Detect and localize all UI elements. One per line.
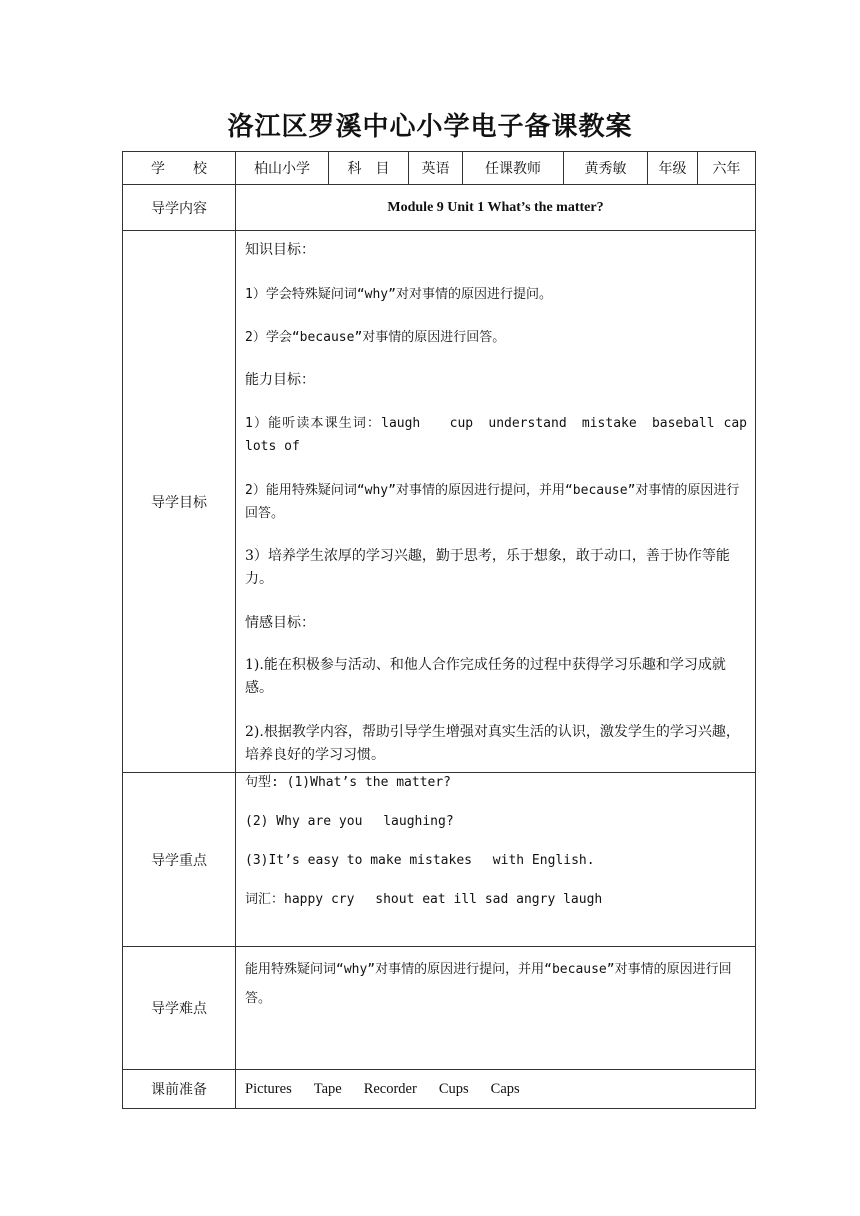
school-value: 柏山小学: [236, 152, 329, 184]
preparation-row: [123, 1070, 755, 1108]
goals-row: [123, 231, 755, 773]
preparation-content: [236, 1070, 755, 1108]
goals-line: 情感目标：: [245, 615, 315, 631]
content-label: 导学内容: [123, 185, 236, 230]
content-value: Module 9 Unit 1 What’s the matter?: [387, 199, 604, 215]
teacher-value: 黄秀敏: [564, 152, 648, 184]
key-line: 句型: (1)What’s the matter?: [245, 775, 452, 790]
subject-label: 科 目: [329, 152, 409, 184]
goals-line: 1).能在积极参与活动、和他人合作完成任务的过程中获得学习乐趣和学习成就感。: [245, 657, 726, 696]
goals-line: 2).根据教学内容，帮助引导学生增强对真实生活的认识，激发学生的学习兴趣，培养良好的学习习惯。: [245, 724, 740, 763]
goals-label: 导学目标: [123, 231, 236, 772]
grade-value: 六年: [712, 161, 741, 177]
key-points-label: 导学重点: [123, 773, 236, 946]
school-label: 学 校: [123, 152, 236, 184]
goals-line: 2）学会“because”对事情的原因进行回答。: [245, 330, 506, 345]
lesson-plan-table: [122, 151, 756, 1109]
difficulty-content: [236, 947, 755, 1069]
prep-item: Recorder: [363, 1080, 417, 1097]
key-points-content: [236, 773, 755, 946]
difficulty-label: 导学难点: [123, 947, 236, 1069]
goals-line: 3）培养学生浓厚的学习兴趣，勤于思考，乐于想象，敢于动口，善于协作等能力。: [245, 548, 730, 587]
key-line: (2) Why are you laughing?: [245, 814, 454, 829]
prep-item: Tape: [313, 1080, 342, 1097]
header-row: [123, 152, 755, 185]
goals-line: 能力目标：: [245, 372, 315, 388]
difficulty-text: 能用特殊疑问词“why”对事情的原因进行提问，并用“because”对事情的原因进行回答。: [245, 962, 732, 1006]
prep-item: Pictures: [245, 1080, 292, 1097]
preparation-label: 课前准备: [123, 1070, 236, 1108]
subject-value: 英语: [409, 152, 463, 184]
key-points-row: [123, 773, 755, 947]
key-line: (3)It’s easy to make mistakes with English.: [245, 853, 595, 868]
prep-item: Caps: [490, 1080, 520, 1097]
document-title: 洛江区罗溪中心小学电子备课教案: [227, 112, 633, 142]
goals-line: 2）能用特殊疑问词“why”对事情的原因进行提问，并用“because”对事情的原因进行回答。: [245, 483, 740, 521]
goals-line: 1）学会特殊疑问词“why”对对事情的原因进行提问。: [245, 287, 552, 302]
difficulty-row: [123, 947, 755, 1070]
content-row: [123, 185, 755, 231]
goals-line: 1）能听读本课生词：laugh cup understand mistake baseball cap lots of: [245, 416, 747, 454]
grade-label: 年级: [648, 152, 698, 184]
goals-content: [236, 231, 755, 772]
prep-item: Cups: [438, 1080, 469, 1097]
key-line: 词汇：happy cry shout eat ill sad angry laugh: [245, 892, 603, 907]
teacher-label: 任课教师: [463, 152, 564, 184]
goals-line: 知识目标：: [245, 242, 315, 258]
